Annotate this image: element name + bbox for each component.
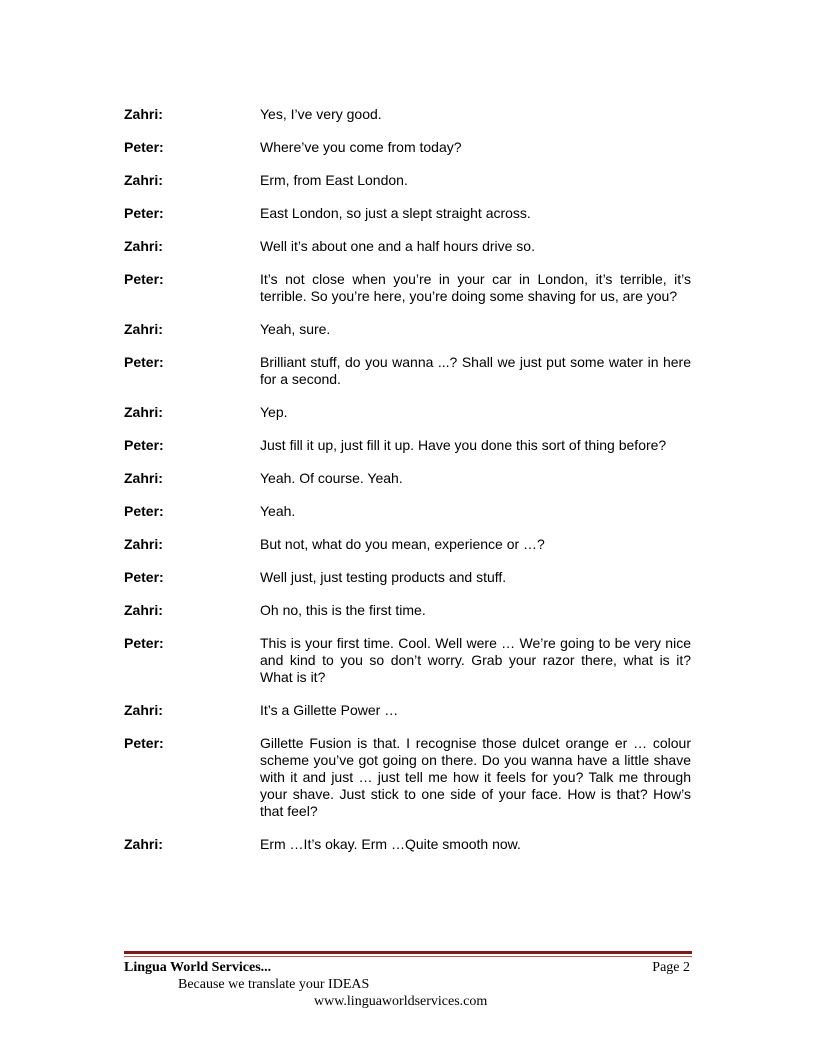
dialogue-text: Erm, from East London. <box>260 172 408 188</box>
dialogue-text: It’s not close when you’re in your car in London, it’s terrible, it’s terrible. So you’re here, you’re doing some shaving for us, are you? <box>260 271 691 304</box>
transcript-turn <box>124 321 691 338</box>
transcript-turn <box>124 503 691 520</box>
dialogue-text: Well just, just testing products and stuff. <box>260 569 507 585</box>
transcript-turn <box>124 437 691 454</box>
transcript-turn <box>124 271 691 305</box>
dialogue-text: Gillette Fusion is that. I recognise those dulcet orange er … colour scheme you’ve got going on there. Do you wanna have a little shave with it and just … just tell me how it feels for you? Talk me through your shave. Just stick to one side of your face. How is that? How’s that feel? <box>260 735 691 819</box>
speaker-label: Zahri: <box>124 321 163 337</box>
speaker-label: Zahri: <box>124 702 163 718</box>
speaker-label: Zahri: <box>124 536 163 552</box>
transcript-turn <box>124 470 691 487</box>
page-number: Page 2 <box>652 960 690 975</box>
speaker-label: Peter: <box>124 437 164 453</box>
speaker-label: Zahri: <box>124 470 163 486</box>
transcript-turn <box>124 404 691 421</box>
transcript <box>124 106 691 869</box>
transcript-turn <box>124 569 691 586</box>
transcript-turn <box>124 354 691 388</box>
speaker-label: Zahri: <box>124 172 163 188</box>
dialogue-text: East London, so just a slept straight across. <box>260 205 531 221</box>
transcript-turn <box>124 172 691 189</box>
dialogue-text: Just fill it up, just fill it up. Have you done this sort of thing before? <box>260 437 667 453</box>
speaker-label: Peter: <box>124 205 164 221</box>
dialogue-text: This is your first time. Cool. Well were … We’re going to be very nice and kind to you so don’t worry. Grab your razor there, what is it? What is it? <box>260 635 691 685</box>
speaker-label: Peter: <box>124 635 164 651</box>
dialogue-text: Where’ve you come from today? <box>260 139 462 155</box>
dialogue-text: Yes, I’ve very good. <box>260 106 382 122</box>
transcript-turn <box>124 205 691 222</box>
speaker-label: Zahri: <box>124 404 163 420</box>
speaker-label: Zahri: <box>124 238 163 254</box>
footer-company-name: Lingua World Services... <box>124 960 272 975</box>
transcript-turn <box>124 238 691 255</box>
dialogue-text: Well it’s about one and a half hours drive so. <box>260 238 535 254</box>
transcript-turn <box>124 735 691 820</box>
speaker-label: Zahri: <box>124 836 163 852</box>
dialogue-text: Yep. <box>260 404 288 420</box>
dialogue-text: Oh no, this is the first time. <box>260 602 426 618</box>
footer-rule-secondary <box>124 956 692 957</box>
dialogue-text: Erm …It’s okay. Erm …Quite smooth now. <box>260 836 521 852</box>
speaker-label: Peter: <box>124 354 164 370</box>
dialogue-text: Yeah. <box>260 503 296 519</box>
transcript-turn <box>124 635 691 686</box>
speaker-label: Peter: <box>124 503 164 519</box>
footer-tagline: Because we translate your IDEAS <box>178 977 370 992</box>
transcript-turn <box>124 536 691 553</box>
dialogue-text: Yeah. Of course. Yeah. <box>260 470 403 486</box>
transcript-turn <box>124 106 691 123</box>
transcript-turn <box>124 836 691 853</box>
speaker-label: Zahri: <box>124 106 163 122</box>
transcript-turn <box>124 702 691 719</box>
footer-rule <box>124 951 692 954</box>
speaker-label: Peter: <box>124 735 164 751</box>
transcript-turn <box>124 139 691 156</box>
speaker-label: Zahri: <box>124 602 163 618</box>
footer-website: www.linguaworldservices.com <box>314 994 488 1009</box>
speaker-label: Peter: <box>124 569 164 585</box>
dialogue-text: But not, what do you mean, experience or …? <box>260 536 545 552</box>
dialogue-text: Brilliant stuff, do you wanna ...? Shall we just put some water in here for a second. <box>260 354 691 387</box>
speaker-label: Peter: <box>124 139 164 155</box>
speaker-label: Peter: <box>124 271 164 287</box>
dialogue-text: Yeah, sure. <box>260 321 331 337</box>
dialogue-text: It’s a Gillette Power … <box>260 702 399 718</box>
transcript-turn <box>124 602 691 619</box>
